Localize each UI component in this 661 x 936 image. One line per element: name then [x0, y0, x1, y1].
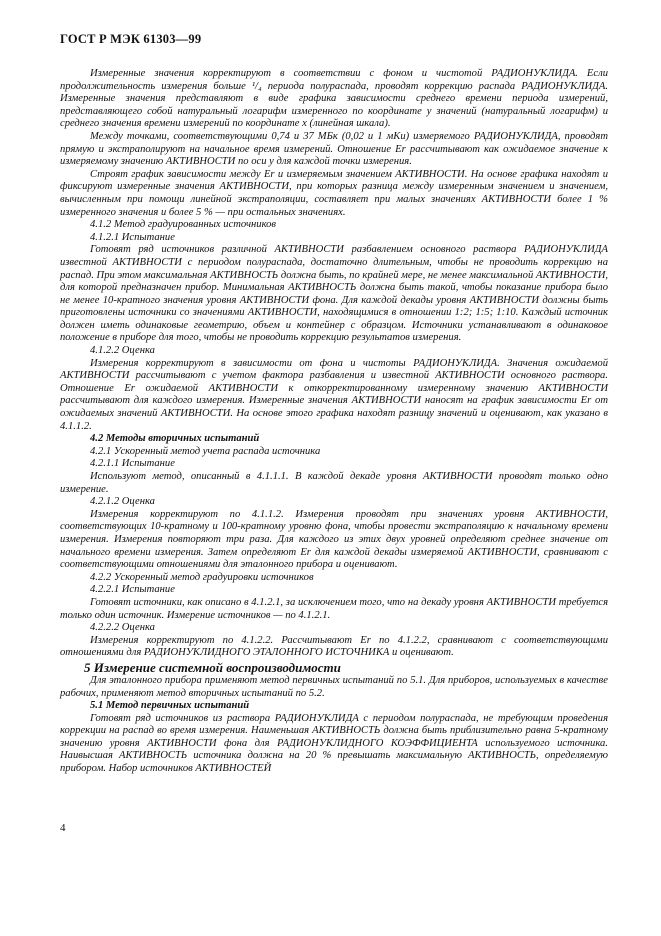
- paragraph: Между точками, соответствующими 0,74 и 37 МБк (0,02 и 1 мКи) измеряемого РАДИОНУКЛИДА, проводят прямую и экстраполируют на начальное время измерений. Отношение Er рассчитывают как ожидаемое значение к измеряемому значению АКТИВНОСТИ по оси y для каждой точки измерения.: [60, 130, 608, 168]
- subsection-heading: 4.2.2.1 Испытание: [90, 584, 175, 596]
- paragraph: Используют метод, описанный в 4.1.1.1. В каждой декаде уровня АКТИВНОСТИ проводят только одно измерение.: [60, 471, 608, 495]
- subsection-heading: 4.2.1.1 Испытание: [90, 458, 175, 470]
- subsection-heading: 4.1.2 Метод градуированных источников: [90, 219, 277, 231]
- paragraph: Готовят ряд источников из раствора РАДИОНУКЛИДА с периодом полураспада, не требующим проведения коррекции на распад во время измерения. Наименьшая АКТИВНОСТЬ должна быть приблизительно равна 5-кратному значению уровня АКТИВНОСТИ фона для РАДИОНУКЛИДНОГО КОЭФФИЦИЕНТА используемого источника. Наивысшая АКТИВНОСТЬ источника должна на 20 % превышать максимальную АКТИВНОСТЬ, определяемую прибором. Набор источников АКТИВНОСТЕЙ: [60, 712, 608, 775]
- subsection-heading: 4.1.2.2 Оценка: [90, 345, 155, 357]
- subsection-heading: 4.2.2.2 Оценка: [90, 622, 155, 634]
- paragraph: Измерения корректируют по 4.1.2.2. Рассчитывают Er по 4.1.2.2, сравнивают с соответствующими отношениями для РАДИОНУКЛИДНОГО ЭТАЛОННОГО ИСТОЧНИКА и оценивают.: [60, 634, 608, 659]
- section-heading: 5.1 Метод первичных испытаний: [90, 700, 250, 712]
- page-number: 4: [60, 822, 66, 834]
- paragraph: Для эталонного прибора применяют метод первичных испытаний по 5.1. Для приборов, используемых в качестве рабочих, применяют метод вторичных испытаний по 5.2.: [60, 674, 608, 699]
- subsection-heading: 4.2.1 Ускоренный метод учета распада источника: [90, 445, 321, 457]
- subsection-heading: 4.2.1.2 Оценка: [90, 496, 155, 508]
- paragraph: Измерения корректируют в зависимости от фона и чистоты РАДИОНУКЛИДА. Значения ожидаемой АКТИВНОСТИ рассчитывают с учетом фактора разбавления и известной АКТИВНОСТИ основного раствора. Отношение Er ожидаемой АКТИВНОСТИ к откорректированному измеренному значению АКТИВНОСТИ рассчитывают для каждого измерения. Измеренные значения АКТИВНОСТИ наносят на график зависимости Er от ожидаемых значений АКТИВНОСТИ. На основе этого графика находят разницу значений и оценивают, как указано в 4.1.1.2.: [60, 357, 608, 432]
- document-body: [60, 68, 608, 776]
- subsection-heading: 4.2.2 Ускоренный метод градуировки источников: [90, 571, 314, 583]
- section-5-heading: 5 Измерение системной воспроизводимости: [84, 659, 341, 675]
- document-header: ГОСТ Р МЭК 61303—99: [60, 32, 202, 46]
- paragraph: Измерения корректируют по 4.1.1.2. Измерения проводят при значениях уровня АКТИВНОСТИ, соответствующих 10-кратному и 100-кратному уровню фона, чтобы провести экстраполяцию к начальному времени измерения. Измерения повторяют три раза. Для каждого из этих двух уровней определяют среднее значение от начального времени измерения. Затем определяют Er для каждой декады измеряемой АКТИВНОСТИ, сравнивают с соответствующими отношениями для эталонного прибора и оценивают.: [60, 508, 608, 571]
- section-heading: 4.2 Методы вторичных испытаний: [90, 433, 260, 445]
- paragraph: Готовят источники, как описано в 4.1.2.1, за исключением того, что на декаду уровня АКТИВНОСТИ требуется только один источник. Измерение источников — по 4.1.2.1.: [60, 596, 608, 621]
- paragraph: Строят график зависимости между Er и измеряемым значением АКТИВНОСТИ. На основе графика находят и фиксируют измеренные значения АКТИВНОСТИ, при которых разница между измеренным значением и значением, вычисленным при помощи линейной экстраполяции, составляет при малых значениях АКТИВНОСТИ более 1 % измеренного значения и более 5 % — при остальных значениях.: [60, 168, 608, 218]
- paragraph: Готовят ряд источников различной АКТИВНОСТИ разбавлением основного раствора РАДИОНУКЛИДА известной АКТИВНОСТИ с периодом полураспада, достаточно длительным, чтобы не проводить коррекцию на распад. При этом максимальная АКТИВНОСТЬ должна быть, по крайней мере, не менее максимальной АКТИВНОСТИ, для которой предназначен прибор. Минимальная АКТИВНОСТЬ должна быть такой, чтобы показание прибора было не менее 10-кратного значения уровня АКТИВНОСТИ фона. Для каждой декады уровня АКТИВНОСТИ должны быть приготовлены источники со значениями АКТИВНОСТИ, находящимися в отношении 1:2; 1:5; 1:10. Каждый источник должен иметь одинаковые геометрию, объем и контейнер с образцом. Источники устанавливают в одинаковое положение в приборе для того, чтобы не проводить коррекцию результатов измерения.: [60, 244, 608, 344]
- subsection-heading: 4.1.2.1 Испытание: [90, 231, 175, 243]
- paragraph: Измеренные значения корректируют в соответствии с фоном и чистотой РАДИОНУКЛИДА. Если продолжительность измерения больше ¹/₄ периода полураспада, проводят коррекцию распада РАДИОНУКЛИДА. Измеренные значения представляют в виде графика зависимости среднего времени периода измерений, представляющего собой натуральный логарифм измеренного по координате y значений (натуральный логарифм) и среднего значения времени измерений по координате x (линейная шкала).: [60, 68, 608, 130]
